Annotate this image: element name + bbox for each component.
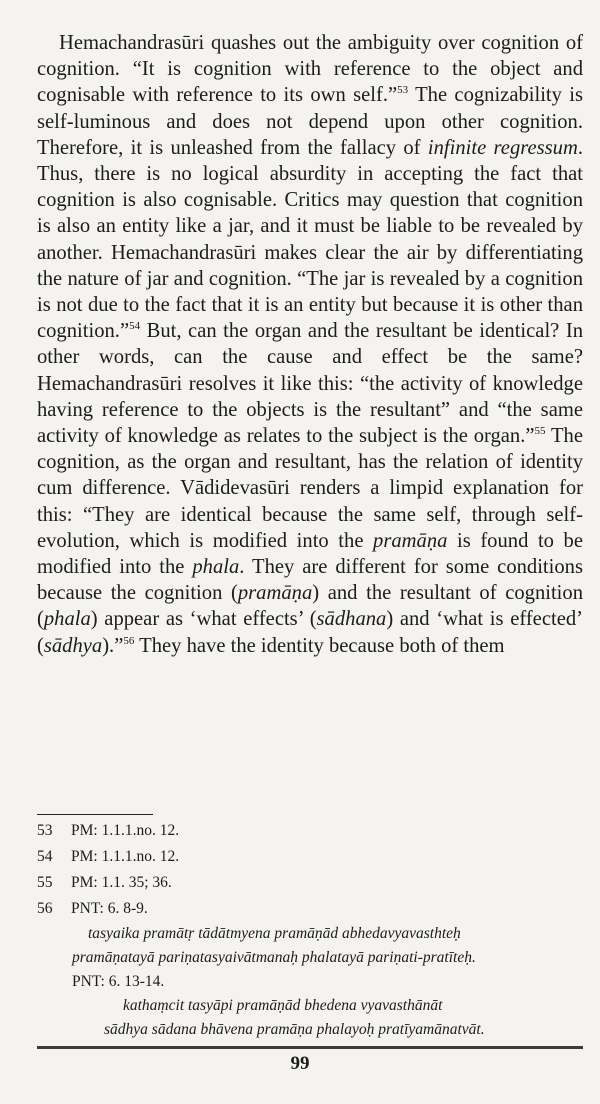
text-run: The cognition, as the organ and resultant, has the relation of identity cum difference. Vādidevasūri renders a limpid explanation for this: “They are identical because the same self, through self-evolution, which is modified into the bbox=[37, 425, 583, 552]
text-run: They have the identity because both of them bbox=[134, 634, 505, 657]
italic-term: sādhana bbox=[316, 608, 387, 631]
italic-term: phala bbox=[192, 556, 240, 579]
footnote-56-line-4: kathaṃcit tasyāpi pramāṇād bhedena vyavasthānāt bbox=[123, 997, 443, 1014]
footnote-ref-55: 55 bbox=[534, 425, 546, 438]
italic-term: pramāṇa bbox=[373, 529, 448, 552]
text-run: is found to be modified into the bbox=[37, 529, 583, 579]
text-run: The cognizability is self-luminous and does not depend upon other cognition. Therefore, it is unleashed from the fallacy of bbox=[37, 84, 583, 159]
footnote-text: PNT: 6. 8-9. bbox=[71, 900, 148, 917]
italic-term: pramāṇa bbox=[237, 582, 313, 605]
footnote-number: 53 bbox=[37, 822, 53, 839]
footnote-56 bbox=[37, 899, 583, 919]
text-run: . Thus, there is no logical absurdity in accepting the fact that cognition is also cognisable. Critics may question that cognition is also an entity like a jar, and it must be liable to be revealed by another. Hemachandrasūri makes clear the air by differentiating the nature of jar and cognition. “The jar is revealed by a cognition is not due to the fact that it is an entity but because it is other than cognition.” bbox=[37, 136, 583, 343]
text-run: ) and ‘what is effected’ ( bbox=[37, 608, 583, 657]
footnote-56-line-2: pramāṇatayā pariṇatasyaivātmanaḥ phalatayā pariṇati-pratīteḥ. bbox=[72, 949, 476, 966]
footnote-ref-54: 54 bbox=[129, 320, 141, 333]
footnote-56-line-3: PNT: 6. 13-14. bbox=[72, 973, 165, 990]
footnote-number: 56 bbox=[37, 900, 53, 917]
footer-rule bbox=[37, 1046, 583, 1049]
text-run: But, can the organ and the resultant be identical? In other words, can the cause and effect be the same? Hemachandrasūri resolves it like this: “the activity of knowledge having reference to the objects is the resultant” and “the same activity of knowledge as relates to the subject is the organ.” bbox=[37, 320, 583, 448]
footnote-ref-56: 56 bbox=[123, 634, 135, 647]
footnote-text: PM: 1.1.1.no. 12. bbox=[71, 848, 180, 865]
footnote-separator bbox=[37, 814, 153, 815]
footnote-text: PM: 1.1. 35; 36. bbox=[71, 874, 172, 891]
footnote-54 bbox=[37, 847, 583, 867]
text-run: ).” bbox=[102, 634, 124, 657]
italic-term: infinite regressum bbox=[427, 136, 578, 159]
footnote-56-line-1: tasyaika pramātṛ tādātmyena pramāṇād abhedavyavasthteḥ bbox=[88, 925, 461, 942]
footnote-53 bbox=[37, 821, 583, 841]
footnote-ref-53: 53 bbox=[397, 84, 409, 97]
text-run: . They are different for some conditions because the cognition ( bbox=[37, 556, 583, 605]
footnote-56-line-5: sādhya sādana bhāvena pramāṇa phalayoḥ pratīyamānatvāt. bbox=[104, 1021, 485, 1038]
footnote-text: PM: 1.1.1.no. 12. bbox=[71, 822, 180, 839]
text-run: ) and the resultant of cognition ( bbox=[37, 582, 584, 631]
text-run: Hemachandrasūri quashes out the ambiguity over cognition of cognition. “It is cognition with reference to the object and cognisable with reference to its own self.” bbox=[37, 32, 583, 107]
page-number: 99 bbox=[290, 1053, 310, 1074]
italic-term: phala bbox=[43, 608, 91, 631]
footnote-55 bbox=[37, 873, 583, 893]
footnote-number: 55 bbox=[37, 874, 53, 891]
italic-term: sādhya bbox=[43, 634, 103, 657]
footnote-number: 54 bbox=[37, 848, 53, 865]
text-run: ) appear as ‘what effects’ ( bbox=[90, 608, 317, 631]
body-paragraph bbox=[37, 30, 583, 659]
